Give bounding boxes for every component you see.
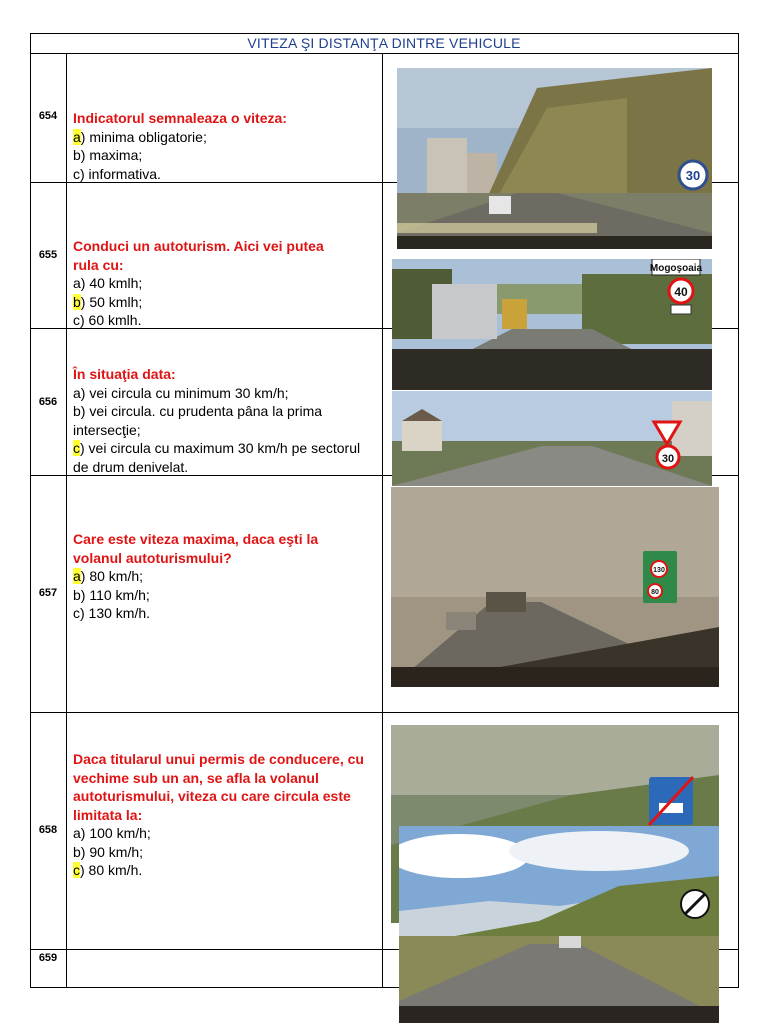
table-col-divider-1	[66, 53, 67, 988]
road-photo-656	[392, 391, 712, 486]
answer-letter: a	[73, 825, 81, 841]
question-text: În situaţia data:	[73, 366, 176, 382]
answer-text: ) vei circula. cu prudenta pâna la prima intersecţie;	[73, 403, 323, 438]
table-border-left	[30, 33, 31, 988]
question-text: Conduci un autoturism. Aici vei putea rula cu:	[73, 238, 324, 273]
answer-text: ) 90 km/h;	[80, 843, 144, 860]
answer-option[interactable]	[73, 384, 378, 403]
answer-letter: b	[73, 293, 81, 310]
question-text: Care este viteza maxima, daca eşti la volanul autoturismului?	[73, 531, 319, 566]
question-block	[73, 530, 358, 623]
question-number: 654	[38, 110, 58, 122]
answer-letter: a	[73, 384, 81, 401]
speed-sign-40: 40	[674, 285, 688, 299]
table-border-right	[738, 33, 739, 988]
road-photo-654	[397, 68, 712, 249]
speed-sign-80: 80	[651, 589, 659, 596]
question-block	[73, 750, 378, 880]
answer-letter: b	[73, 403, 81, 419]
answer-letter: a	[73, 128, 81, 145]
page-title: VITEZA ŞI DISTANŢA DINTRE VEHICULE	[247, 35, 521, 51]
answer-letter: b	[73, 586, 81, 603]
answer-option[interactable]	[73, 586, 358, 605]
answer-option[interactable]	[73, 146, 378, 165]
answer-letter: c	[73, 440, 80, 456]
question-block	[73, 237, 343, 330]
answer-letter: c	[73, 165, 80, 182]
question-number: 657	[38, 587, 58, 599]
answer-option[interactable]	[73, 843, 378, 862]
answer-option[interactable]	[73, 311, 343, 330]
answer-text: ) 40 kmlh;	[80, 275, 143, 291]
answer-option[interactable]	[73, 274, 343, 293]
table-col-divider-2	[382, 53, 383, 988]
table-row-divider	[30, 712, 739, 713]
answer-option[interactable]	[73, 165, 378, 184]
answer-text: ) vei circula cu maximum 30 km/h pe sectorul de drum denivelat.	[73, 440, 361, 475]
answer-text: ) vei circula cu minimum 30 km/h;	[80, 384, 289, 401]
road-photo-658-overlay	[399, 826, 719, 1023]
answer-option[interactable]	[73, 439, 378, 476]
road-photo-655	[392, 259, 712, 390]
answer-letter: c	[73, 862, 80, 878]
answer-text: ) 50 kmlh;	[80, 293, 143, 310]
answer-text: ) 60 kmlh.	[80, 312, 142, 328]
speed-sign-30: 30	[685, 168, 701, 183]
answer-option[interactable]	[73, 604, 358, 623]
answer-option[interactable]	[73, 824, 378, 843]
answer-letter: c	[73, 605, 80, 621]
answer-text: ) minima obligatorie;	[80, 128, 207, 145]
question-block	[73, 365, 378, 476]
answer-letter: c	[73, 312, 80, 328]
answer-option[interactable]	[73, 567, 358, 586]
answer-text: ) maxima;	[80, 147, 143, 163]
answer-text: ) 100 km/h;	[80, 825, 151, 841]
answer-option[interactable]	[73, 861, 378, 880]
answer-text: ) informativa.	[80, 165, 161, 182]
question-number: 656	[38, 396, 58, 408]
answer-text: ) 80 km/h.	[80, 862, 143, 878]
question-text: Indicatorul semnaleaza o viteza:	[73, 110, 287, 126]
answer-letter: a	[73, 275, 81, 291]
speed-sign-130: 130	[653, 567, 665, 574]
answer-text: ) 130 km/h.	[80, 605, 151, 621]
answer-option[interactable]	[73, 128, 378, 147]
answer-option[interactable]	[73, 402, 378, 439]
place-name-sign: Mogoşoaia	[649, 263, 703, 274]
question-number: 655	[38, 249, 58, 261]
answer-option[interactable]	[73, 293, 343, 312]
answer-letter: b	[73, 843, 81, 860]
answer-letter: a	[73, 568, 81, 584]
answer-letter: b	[73, 147, 81, 163]
answer-text: ) 80 km/h;	[80, 568, 144, 584]
answer-text: ) 110 km/h;	[80, 586, 150, 603]
question-text: Daca titularul unui permis de conducere, cu vechime sub un an, se afla la volanul autoturismului, viteza cu care circula este limitata la:	[73, 751, 364, 823]
road-photo-657	[391, 487, 719, 687]
table-title-divider	[30, 53, 739, 54]
question-block	[73, 109, 378, 183]
speed-sign-30: 30	[661, 453, 675, 465]
question-number: 659	[38, 952, 58, 964]
question-number: 658	[38, 824, 58, 836]
